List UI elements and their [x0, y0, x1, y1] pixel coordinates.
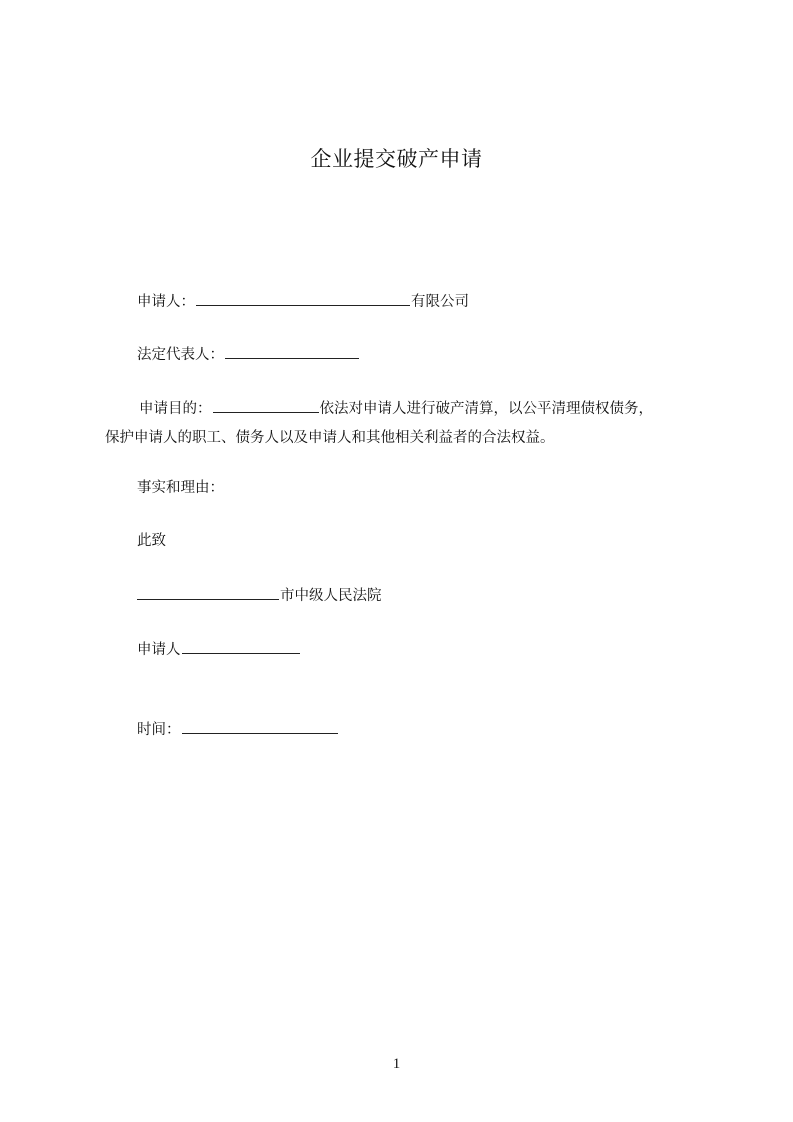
salutation: 此致: [137, 533, 166, 549]
time-line: [137, 718, 339, 740]
purpose-blank[interactable]: [213, 397, 319, 413]
page-number: 1: [392, 1056, 401, 1072]
applicant-suffix: 有限公司: [411, 294, 469, 310]
legal-rep-label: 法定代表人：: [137, 347, 224, 363]
document-title: 企业提交破产申请: [310, 147, 483, 171]
legal-rep-blank[interactable]: [225, 343, 359, 359]
applicant-line: [137, 290, 469, 312]
time-blank[interactable]: [182, 718, 338, 734]
purpose-text-1: 依法对申请人进行破产清算，以公平清理债权债务，: [319, 401, 653, 417]
applicant-label: 申请人：: [137, 294, 195, 310]
signature-label: 申请人: [137, 642, 181, 658]
time-label: 时间：: [137, 722, 181, 738]
legal-rep-line: [137, 343, 360, 365]
purpose-paragraph: [105, 395, 705, 453]
purpose-text-2: 保护申请人的职工、债务人以及申请人和其他相关利益者的合法权益。: [105, 430, 555, 446]
court-city-blank[interactable]: [137, 584, 279, 600]
court-line: [137, 584, 382, 606]
applicant-name-blank[interactable]: [196, 290, 410, 306]
purpose-label: 申请目的：: [139, 401, 212, 417]
signature-blank[interactable]: [182, 638, 300, 654]
signature-line: [137, 638, 301, 660]
court-suffix: 市中级人民法院: [280, 588, 382, 604]
facts-label: 事实和理由：: [137, 480, 224, 496]
